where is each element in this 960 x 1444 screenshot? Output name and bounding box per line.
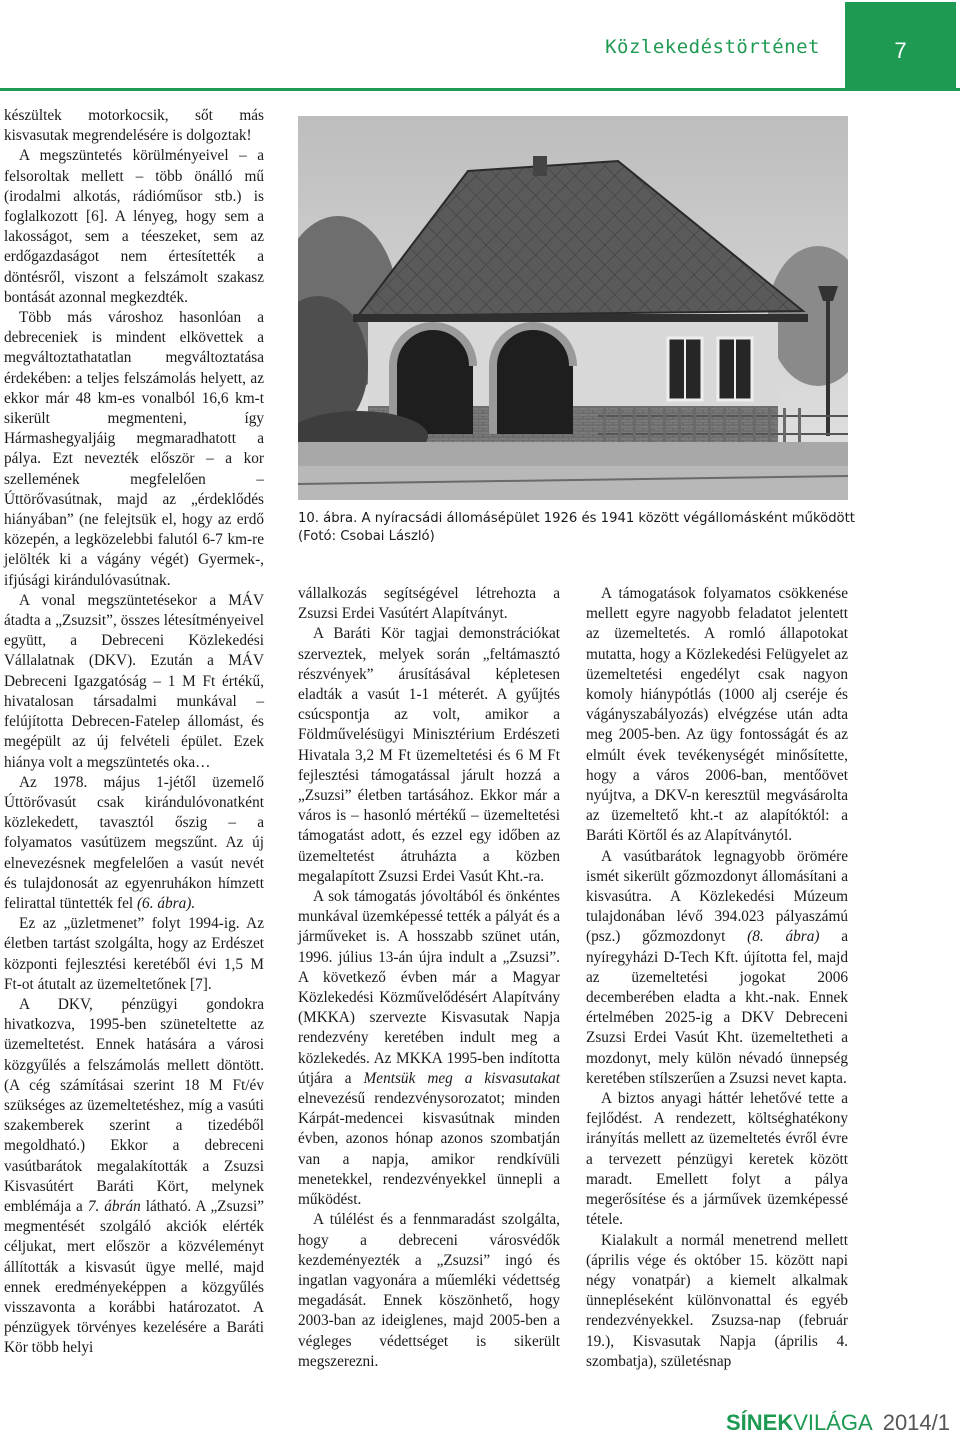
paragraph: Ez az „üzletmenet” folyt 1994-ig. Az életben tartást szolgálta, hogy az Erdészet központi fejlesztési keretéből évi 1,5 M Ft-ot átutalt az üzemeltetőnek [7]. [4, 915, 264, 993]
caption-label: 10. ábra. [298, 511, 358, 526]
paragraph: A vonal megszüntetésekor a MÁV átadta a „Zsuzsit”, összes létesítményeivel együtt, a Debreceni Közlekedési Vállalatnak (DKV). Ezután a MÁV Debreceni Igazgatóság – 1 M Ft értékű, hivatalosan társadalmi munkával – felújította Debrecen-Fatelep állomást, és megépült az új felvételi épület. Ezek hiánya volt a megszüntetés oka… [4, 591, 264, 771]
paragraph: A Baráti Kör tagjai demonstrációkat szerveztek, melyek során „feltámasztó részvények” árusításával képletesen eladták a vasút 1-1 méterét. A gyűjtés csúcspontja az volt, amikor a Földművelésügyi Minisztérium Erdészeti Hivatala 3,2 M Ft üzemeltetési és 6 M Ft fejlesztési támogatással járult hozzá a „Zsuzsi” életben tartásához. Ekkor már a város is – hasonló mértékű – üzemeltetési támogatást adott, és ezzel egy időben az üzemeltetést átruházta a közben megalapított Zsuzsi Erdei Vasút Kht.-ra. [298, 625, 560, 885]
station-building-photo [298, 116, 848, 500]
brand-name-part1: SÍNEK [725, 1410, 794, 1435]
paragraph-text: A sok támogatás jóvoltából és önkéntes munkával üzemképessé tették a pályát és a járműveket is. A hosszabb szünet után, 1996. július 13-án újra indult a „Zsuzsi”. A következő évben már a Magyar Közlekedési Közművelődésért Alapítvány (MKKA) szervezte Kisvasutak Napja rendezvény keretében indult meg a közlekedés. Az MKKA 1995-ben indította útjára a [298, 888, 560, 1087]
article-column-2 [298, 584, 560, 1372]
event-name: Mentsük meg a kisvasutakat [363, 1069, 561, 1087]
caption-credit: (Fotó: Csobai László) [298, 529, 435, 544]
paragraph [4, 995, 264, 1359]
paragraph [586, 847, 848, 1089]
page-number-box [845, 2, 956, 90]
paragraph-text: látható. A „Zsuzsi” megmentését szolgáló akciók elérték céljukat, mert először a közvéleményt állították a kisvasút ügye mellé, majd ennek eredményeképpen a közgyűlés visszavonta a korábbi határozatot. [4, 1197, 265, 1316]
photo-caption [298, 510, 858, 546]
caption-text: A nyíracsádi állomásépület 1926 és 1941 között végállomásként működött [361, 511, 855, 526]
brand-name-part2: VILÁGA [793, 1410, 873, 1435]
figure-ref: (6. ábra). [136, 894, 196, 912]
figure-ref: 7. ábrán [87, 1197, 141, 1215]
paragraph-text: Az 1978. május 1-jétől üzemelő Úttörővasút csak kirándulóvonatként közlekedett, tavasztól őszig – a folyamatos vasútüzem megszűnt. Az új elnevezésnek megfelelően a vasút nevét és tulajdonosát az egyenruhákon hímzett felirattal tüntették fel [4, 773, 264, 912]
article-column-1 [4, 106, 264, 1359]
issue-number: 2014/1 [882, 1410, 950, 1435]
magazine-footer [610, 1410, 950, 1436]
paragraph: A túlélést és a fennmaradást szolgálta, hogy a debreceni városvédők kezdeményezték a „Zsuzsi” ingó és ingatlan vagyonára a műemléki védettség megadását. Ennek köszönhető, hogy 2003-ban az ideiglenes, majd 2005-ben a végleges védettséget is sikerült megszerezni. [298, 1211, 560, 1370]
paragraph-text: elnevezésű rendezvénysorozatot; minden Kárpát-medencei kisvasútnak minden évben, azonos hónap azonos szombatján van a napja, amikor rendkívüli menetekkel, rendezvényekkel ünnepli a működést. [298, 1090, 560, 1209]
paragraph-text: A pénzügyek törvényes kezelésére a Baráti Kör több helyi [4, 1298, 264, 1357]
paragraph: készültek motorkocsik, sőt más kisvasutak megrendelésére is dolgoztak! [4, 107, 264, 145]
paragraph: A támogatások folyamatos csökkenése mellett egyre nagyobb feladatot jelentett az üzemeltetés. A romló állapotokat mutatta, hogy a Közlekedési Felügyelet az üzemeltetési engedélyt csak nagyon komoly hiánypótlás (1000 alj cseréje és vágányszabályozás) elvégzése után adta meg 2005-ben. Az ügy fontosságát és az elmúlt évek tevékenységét minősítette, hogy a város 2006-ban, mentőövet nyújtva, a DKV-n keresztül megvásárolta az üzemeltető kht.-t az alapítóktól: a Baráti Körtől és az Alapítványtól. [586, 585, 848, 845]
paragraph-text: A vasútbarátok legnagyobb örömére ismét sikerült gőzmozdonyt állomásítani a kisvasútra. A Közlekedési Múzeum tulajdonában lévő 394.023 pályaszámú (psz.) gőzmozdonyt [586, 847, 848, 946]
paragraph: vállalkozás segítségével létrehozta a Zsuzsi Erdei Vasútért Alapítványt. [298, 585, 560, 623]
paragraph: A biztos anyagi háttér lehetővé tette a fejlődést. A rendezett, költséghatékony irányítás mellett az üzemeltetés évről évre a tervezett pénzügyi keretek között maradt. Emellett folyt a pálya megerősítése és a járművek üzemképessé tétele. [586, 1090, 848, 1229]
paragraph: Több más városhoz hasonlóan a debreceniek is mindent elkövettek a megváltoztathatatlan megváltoztatása érdekében: a teljes felszámolás helyett, az ekkor már 48 km-es vonalból 16,6 km-t sikerült megmenteni, így Hármashegyaljáig megmaradhatott a pálya. Ezt nevezték először – a kor szellemének megfelelően – Úttörővasútnak, majd az „érdeklődés hiányában” (ne felejtsük el, hogy az erdő közepén, a legközelebbi falutól 6-7 km-re jelölték ki a vágány végét) Gyermek-, ifjúsági kirándulóvasútnak. [4, 309, 264, 589]
figure-ref: (8. ábra) [747, 928, 820, 946]
paragraph: Kialakult a normál menetrend mellett (április vége és október 15. között napi négy vonatpár) a kiemelt alkalmak ünnepléseként különvonattal és egyéb rendezvényekkel. Zsuzsa-nap (február 19.), Kisvasutak Napja (április 4. szombatja), születésnap [586, 1231, 848, 1370]
paragraph [4, 773, 264, 914]
page-number: 7 [894, 38, 907, 63]
paragraph-text: a nyíregyházi D-Tech Kft. újította fel, majd az üzemeltetési jogokat 2006 decemberében eladta a kht.-nak. Ennek értelmében 2025-ig a DKV Debreceni Zsuzsi Erdei Vasút Kht. üzemeltetheti a mozdonyt, mely külön névadó ünnepség keretében stílszerűen a Zsuzsi nevet kapta. [586, 928, 849, 1087]
paragraph: A megszüntetés körülményeivel – a felsoroltak mellett – több önálló mű (irodalmi alkotás, rádióműsor stb.) is foglalkozott [6]. A lényeg, hogy sem a lakosságot, sem a téeszeket, sem az erdőgazdaságot nem értesítették a döntésről, viszont a felszámolt szakasz bontását azonnal megkezdték. [4, 147, 264, 306]
header-rule [0, 88, 960, 91]
article-column-3 [586, 584, 848, 1372]
paragraph-text: A DKV, pénzügyi gondokra hivatkozva, 1995-ben szüneteltette az üzemeltetést. Ennek hatására a városi közgyűlés a felszámolás mellett döntött. (A cég számításai szerint 18 M Ft/év szükséges az üzemeltetéshez, míg a vasúti szakemberek szerint a tizedéből megoldható.) Ekkor a debreceni vasútbarátok megalakították a Zsuzsi Kisvasútért Baráti Kört, melynek emblémája a [4, 995, 264, 1215]
section-title: Közlekedéstörténet [605, 36, 820, 58]
paragraph [298, 887, 560, 1210]
